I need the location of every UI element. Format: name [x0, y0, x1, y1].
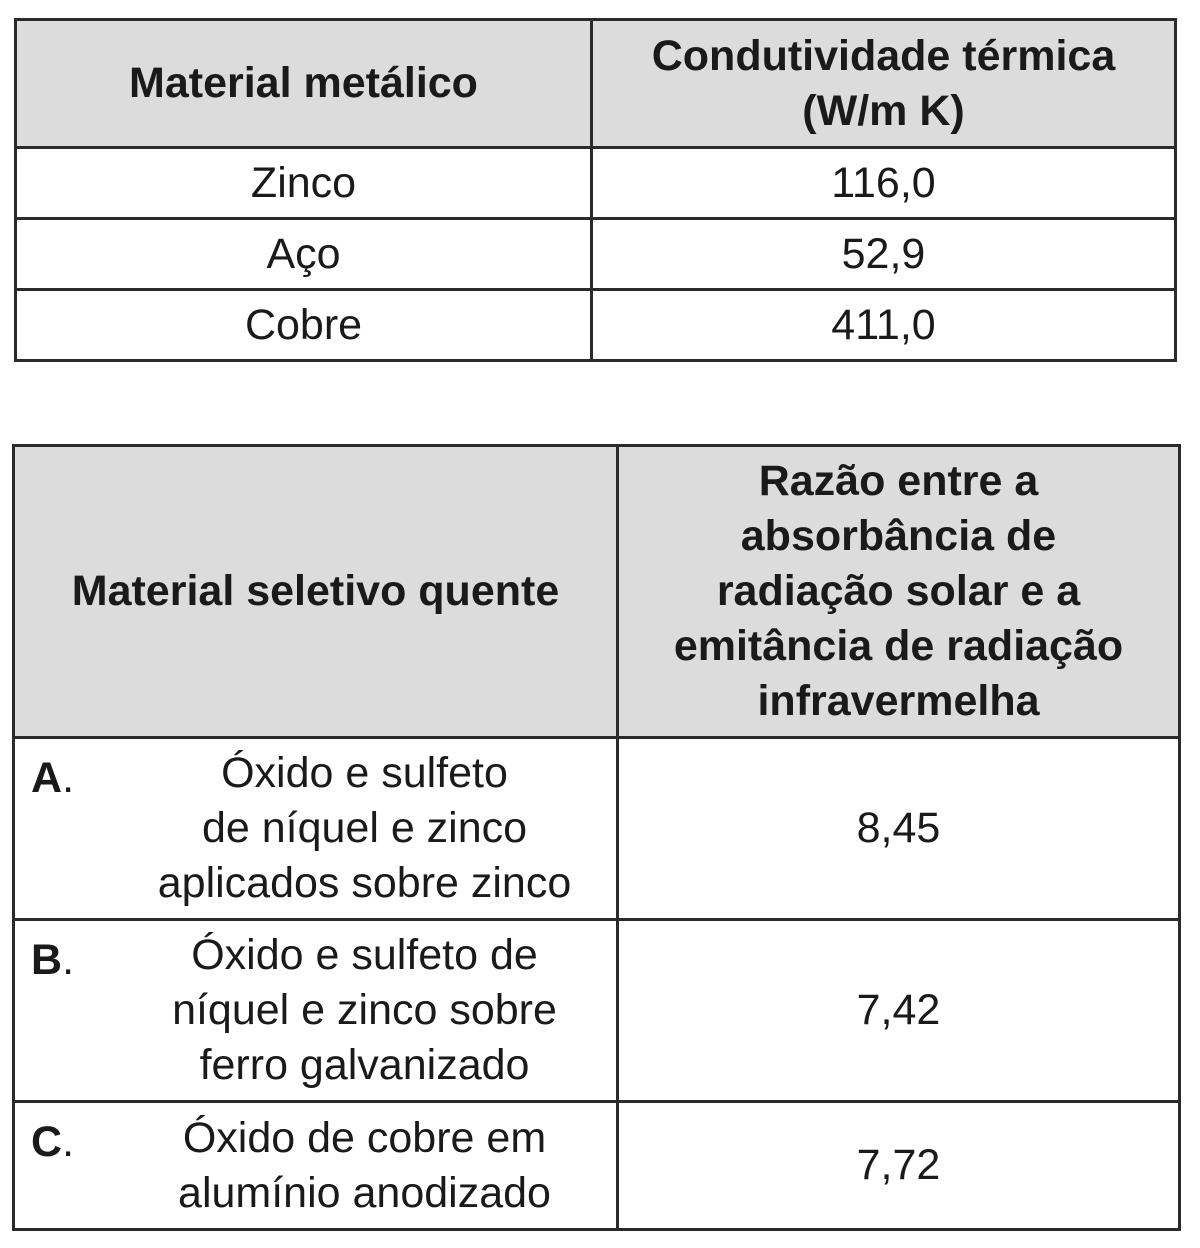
table-row — [14, 1102, 1180, 1230]
header-condutividade-termica: Condutividade térmica (W/m K) — [592, 20, 1176, 148]
option-c-cell[interactable] — [14, 1102, 618, 1230]
table-header-row — [16, 20, 1176, 148]
option-a-cell[interactable] — [14, 738, 618, 920]
table-row — [16, 148, 1176, 219]
header-material-seletivo: Material seletivo quente — [14, 446, 618, 738]
option-material-text: Óxido e sulfeto de níquel e zinco aplicados sobre zinco — [157, 749, 572, 907]
material-cell: Zinco — [16, 148, 592, 219]
selective-material-table — [12, 444, 1181, 1231]
header-razao-absorbancia-emitancia: Razão entre a absorbância de radiação solar e a emitância de radiação infravermelha — [618, 446, 1180, 738]
table-row — [16, 290, 1176, 361]
option-letter: A. — [31, 754, 75, 802]
thermal-conductivity-table — [14, 18, 1177, 362]
option-material-text: Óxido de cobre em alumínio anodizado — [178, 1113, 551, 1217]
ratio-cell: 8,45 — [618, 738, 1180, 920]
header-material-metalico: Material metálico — [16, 20, 592, 148]
ratio-cell: 7,72 — [618, 1102, 1180, 1230]
option-letter: C. — [31, 1118, 75, 1166]
conductivity-cell: 411,0 — [592, 290, 1176, 361]
table-header-row — [14, 446, 1180, 738]
ratio-cell: 7,42 — [618, 920, 1180, 1102]
material-cell: Aço — [16, 219, 592, 290]
option-material-text: Óxido e sulfeto de níquel e zinco sobre ferro galvanizado — [172, 931, 557, 1089]
conductivity-cell: 52,9 — [592, 219, 1176, 290]
material-cell: Cobre — [16, 290, 592, 361]
option-letter: B. — [31, 936, 75, 984]
option-b-cell[interactable] — [14, 920, 618, 1102]
conductivity-cell: 116,0 — [592, 148, 1176, 219]
table-row — [16, 219, 1176, 290]
table-row — [14, 738, 1180, 920]
table-row — [14, 920, 1180, 1102]
